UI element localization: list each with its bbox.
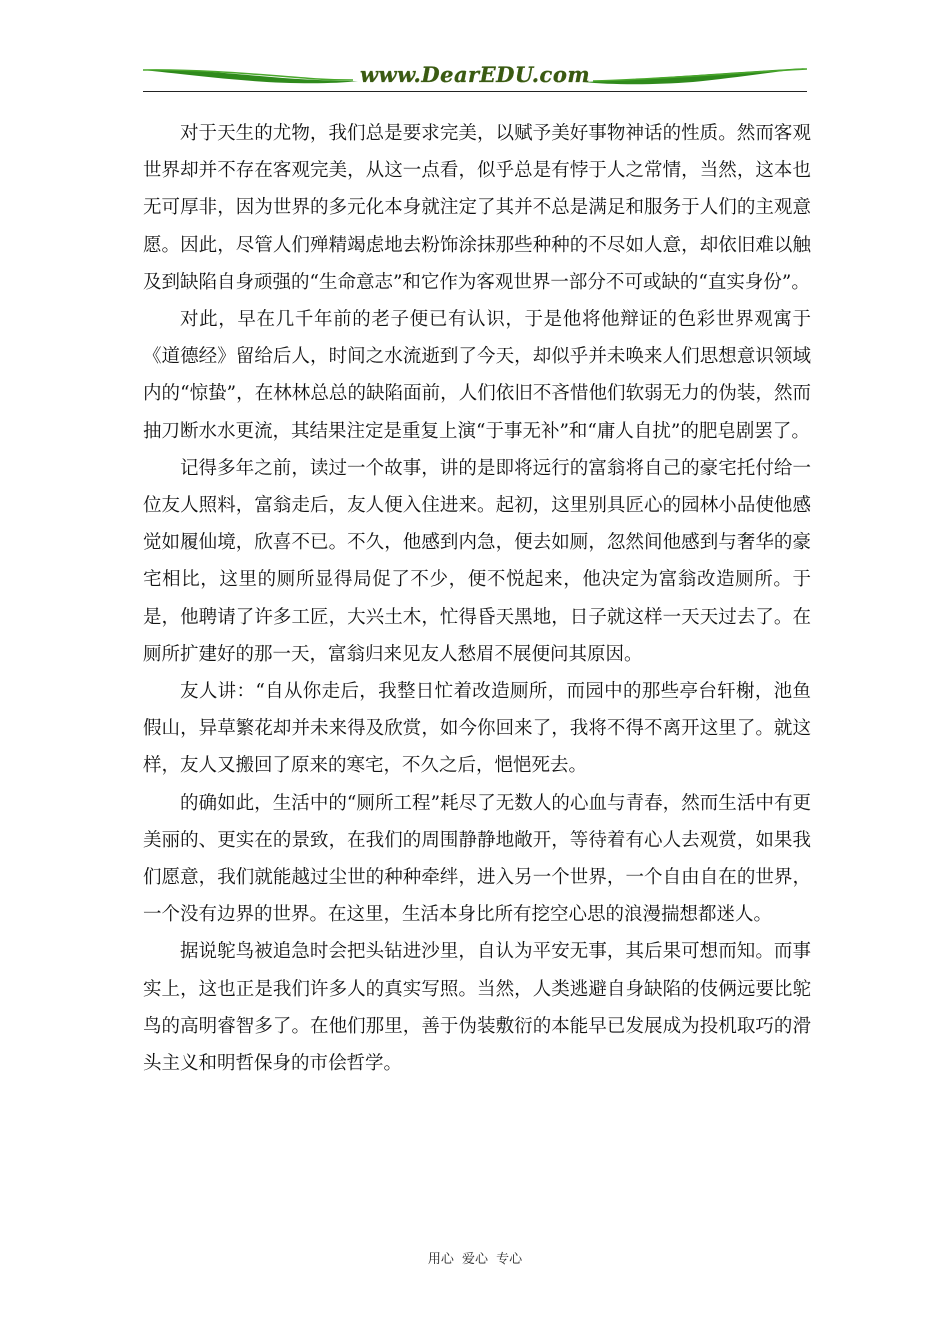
paragraph: 据说鸵鸟被追急时会把头钻进沙里，自认为平安无事，其后果可想而知。而事实上，这也正是我们许多人的真实写照。当然，人类逃避自身缺陷的伎俩远要比鸵鸟的高明睿智多了。在他们那里，善于伪装敷衍的本能早已发展成为投机取巧的滑头主义和明哲保身的市侩哲学。 [143,941,811,1075]
page-footer: 用心 爱心 专心 [427,1252,523,1267]
paragraph: 的确如此，生活中的“厕所工程”耗尽了无数人的心血与青春，然而生活中有更美丽的、更实在的景致，在我们的周围静静地敞开，等待着有心人去观赏，如果我们愿意，我们就能越过尘世的种种牵绊，进入另一个世界，一个自由自在的世界，一个没有边界的世界。在这里，生活本身比所有挖空心思的浪漫揣想都迷人。 [143,792,811,926]
paragraph: 对于天生的尤物，我们总是要求完美，以赋予美好事物神话的性质。然而客观世界却并不存在客观完美，从这一点看，似乎总是有悖于人之常情，当然，这本也无可厚非，因为世界的多元化本身就注定了其并不总是满足和服务于人们的主观意愿。因此，尽管人们殚精竭虑地去粉饰涂抹那些种种的不尽如人意，却依旧难以触及到缺陷自身顽强的“生命意志”和它作为客观世界一部分不可或缺的“直实身份”。 [143,123,811,293]
paragraph: 友人讲：“自从你走后，我整日忙着改造厕所，而园中的那些亭台轩榭，池鱼假山，异草繁花却并未来得及欣赏，如今你回来了，我将不得不离开这里了。就这样，友人又搬回了原来的寒宅，不久之后，悒悒死去。 [143,681,811,777]
article-body [143,115,811,1082]
header-divider [143,91,807,92]
paragraph: 对此，早在几千年前的老子便已有认识，于是他将他辩证的色彩世界观寓于《道德经》留给后人，时间之水流逝到了今天，却似乎并未唤来人们思想意识领域内的“惊蛰”，在林林总总的缺陷面前，人们依旧不吝惜他们软弱无力的伪装，然而抽刀断水水更流，其结果注定是重复上演“于事无补”和“庸人自扰”的肥皂剧罢了。 [143,309,811,442]
site-logo-text: www.DearEDU.com [359,62,591,87]
page-header [143,60,807,92]
paragraph: 记得多年之前，读过一个故事，讲的是即将远行的富翁将自己的豪宅托付给一位友人照料，富翁走后，友人便入住进来。起初，这里别具匠心的园林小品使他感觉如履仙境，欣喜不已。不久，他感到内急，便去如厕，忽然间他感到与奢华的豪宅相比，这里的厕所显得局促了不少，便不悦起来，他决定为富翁改造厕所。于是，他聘请了许多工匠，大兴土木，忙得昏天黑地，日子就这样一天天过去了。在厕所扩建好的那一天，富翁归来见友人愁眉不展便问其原因。 [143,457,811,665]
